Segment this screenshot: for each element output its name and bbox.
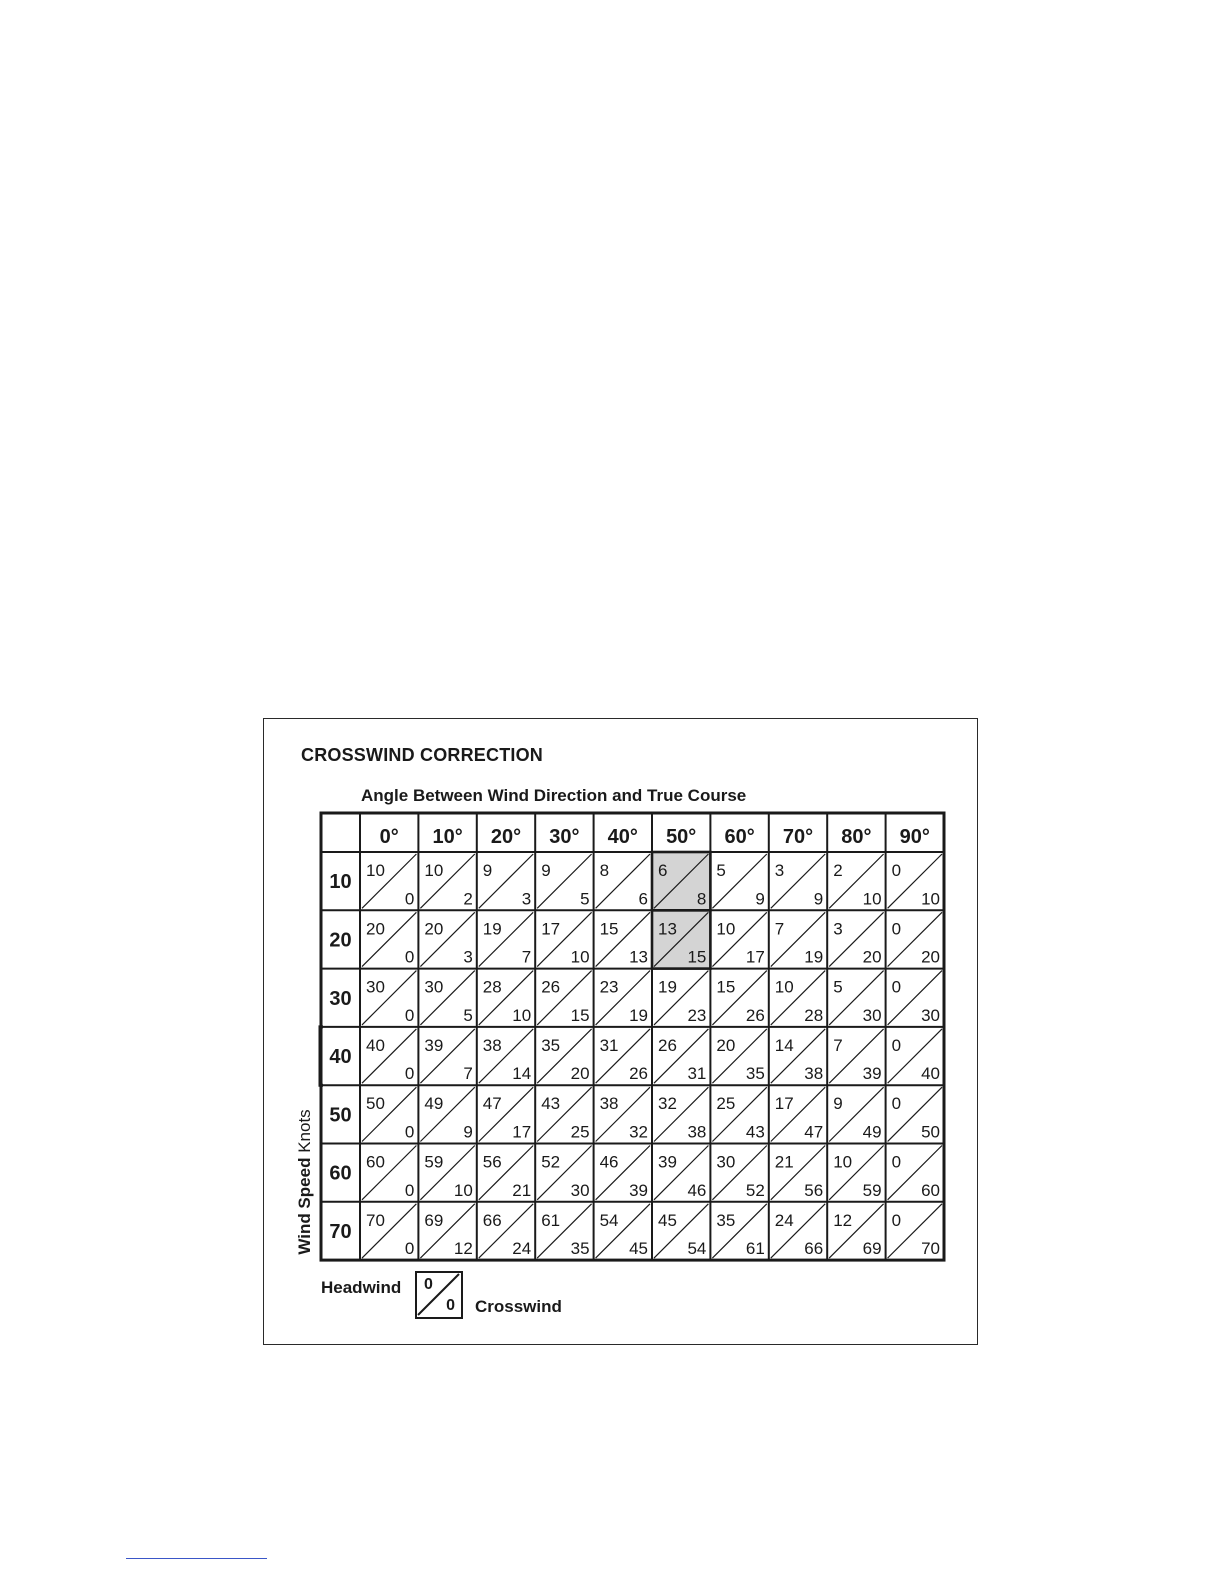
crosswind-value: 0 [404, 947, 415, 967]
crosswind-value: 20 [921, 947, 940, 967]
legend-headwind-value: 0 [424, 1276, 433, 1293]
crosswind-value: 61 [745, 1239, 765, 1259]
crosswind-value: 20 [862, 947, 882, 967]
headwind-value: 13 [658, 919, 677, 939]
column-header: 90° [899, 826, 930, 848]
crosswind-value: 30 [862, 1005, 882, 1025]
crosswind-value: 32 [629, 1122, 648, 1142]
crosswind-value: 30 [921, 1005, 940, 1025]
headwind-value: 54 [599, 1210, 619, 1230]
headwind-value: 0 [891, 1035, 902, 1055]
headwind-value: 52 [541, 1152, 561, 1172]
crosswind-value: 10 [862, 889, 882, 909]
crosswind-value: 17 [745, 947, 765, 967]
crosswind-value: 56 [804, 1180, 824, 1200]
headwind-value: 20 [716, 1035, 736, 1055]
crosswind-value: 30 [570, 1180, 590, 1200]
crosswind-value: 17 [512, 1122, 532, 1142]
crosswind-value: 46 [687, 1180, 707, 1200]
crosswind-value: 10 [921, 889, 940, 909]
headwind-value: 50 [366, 1094, 385, 1114]
headwind-value: 17 [541, 919, 561, 939]
legend-sample-cell [415, 1271, 463, 1319]
crosswind-value: 35 [745, 1064, 765, 1084]
crosswind-value: 0 [404, 1005, 415, 1025]
row-header: 30 [329, 987, 352, 1010]
headwind-value: 10 [833, 1152, 853, 1172]
crosswind-value: 7 [463, 1064, 473, 1084]
headwind-value: 0 [891, 1094, 902, 1114]
headwind-value: 39 [424, 1035, 444, 1055]
headwind-value: 38 [599, 1094, 619, 1114]
headwind-value: 46 [599, 1152, 619, 1172]
headwind-value: 9 [833, 1094, 843, 1114]
crosswind-value: 19 [629, 1005, 648, 1025]
headwind-value: 14 [774, 1035, 794, 1055]
column-header: 30° [549, 826, 580, 848]
crosswind-value: 3 [521, 889, 532, 909]
crosswind-value: 49 [862, 1122, 882, 1142]
legend-crosswind-value: 0 [446, 1297, 455, 1314]
column-header: 80° [841, 826, 872, 848]
legend-headwind-label: Headwind [321, 1278, 402, 1297]
headwind-value: 31 [599, 1035, 619, 1055]
crosswind-value: 15 [687, 947, 707, 967]
row-header: 20 [329, 929, 352, 952]
crosswind-value: 8 [696, 889, 707, 909]
headwind-value: 69 [424, 1210, 444, 1230]
column-header: 50° [666, 826, 697, 848]
crosswind-value: 70 [921, 1239, 940, 1259]
headwind-value: 23 [599, 977, 619, 997]
column-header: 40° [607, 826, 638, 848]
crosswind-value: 60 [921, 1180, 940, 1200]
headwind-value: 5 [716, 861, 726, 880]
headwind-value: 5 [833, 977, 843, 997]
row-header: 40 [329, 1046, 352, 1069]
headwind-value: 60 [366, 1152, 385, 1172]
headwind-value: 32 [658, 1094, 677, 1114]
crosswind-value: 0 [404, 889, 415, 909]
headwind-value: 39 [658, 1152, 677, 1172]
crosswind-value: 25 [570, 1122, 590, 1142]
headwind-value: 26 [541, 977, 561, 997]
headwind-value: 38 [482, 1035, 502, 1055]
headwind-value: 61 [541, 1210, 561, 1230]
headwind-value: 3 [833, 919, 843, 939]
crosswind-value: 9 [463, 1122, 473, 1142]
crosswind-value: 0 [404, 1122, 415, 1142]
headwind-value: 0 [891, 1152, 902, 1172]
crosswind-value: 5 [580, 889, 590, 909]
x-axis-label: Angle Between Wind Direction and True Course [361, 786, 747, 805]
headwind-value: 30 [716, 1152, 736, 1172]
crosswind-value: 40 [921, 1064, 940, 1084]
headwind-value: 6 [658, 861, 668, 880]
crosswind-value: 0 [404, 1064, 415, 1084]
crosswind-value: 50 [921, 1122, 940, 1142]
headwind-value: 0 [891, 919, 902, 939]
column-header: 10° [432, 826, 463, 848]
y-axis-label-unit: Knots [295, 1109, 314, 1153]
crosswind-value: 6 [638, 889, 648, 909]
crosswind-value: 35 [570, 1239, 590, 1259]
crosswind-value: 0 [404, 1180, 415, 1200]
crosswind-value: 38 [804, 1064, 824, 1084]
crosswind-value: 26 [745, 1005, 765, 1025]
crosswind-value: 0 [404, 1239, 415, 1259]
footer-link-underline[interactable] [126, 1558, 267, 1559]
crosswind-value: 66 [804, 1239, 824, 1259]
crosswind-value: 21 [512, 1180, 532, 1200]
headwind-value: 7 [833, 1035, 843, 1055]
crosswind-value: 13 [629, 947, 648, 967]
crosswind-value: 9 [813, 889, 824, 909]
crosswind-value: 12 [453, 1239, 473, 1259]
headwind-value: 21 [774, 1152, 794, 1172]
crosswind-value: 24 [512, 1239, 532, 1259]
headwind-value: 10 [716, 919, 736, 939]
crosswind-value: 10 [512, 1005, 532, 1025]
headwind-value: 0 [891, 977, 902, 997]
crosswind-value: 14 [512, 1064, 532, 1084]
crosswind-value: 39 [862, 1064, 882, 1084]
row-header: 10 [329, 871, 352, 894]
crosswind-value: 47 [804, 1122, 824, 1142]
headwind-value: 43 [541, 1094, 561, 1114]
headwind-value: 35 [716, 1210, 736, 1230]
headwind-value: 26 [658, 1035, 677, 1055]
headwind-value: 15 [599, 919, 619, 939]
crosswind-value: 52 [745, 1180, 765, 1200]
y-axis-label-main: Wind Speed [295, 1157, 314, 1255]
headwind-value: 8 [599, 861, 610, 880]
crosswind-value: 69 [862, 1239, 882, 1259]
crosswind-value: 38 [687, 1122, 707, 1142]
headwind-value: 15 [716, 977, 736, 997]
headwind-value: 17 [774, 1094, 794, 1114]
headwind-value: 19 [482, 919, 502, 939]
headwind-value: 24 [774, 1210, 794, 1230]
crosswind-value: 5 [463, 1005, 473, 1025]
row-header: 70 [329, 1220, 352, 1243]
column-header: 60° [724, 826, 755, 848]
legend-crosswind-label: Crosswind [475, 1297, 562, 1316]
crosswind-value: 43 [745, 1122, 765, 1142]
headwind-value: 70 [366, 1210, 385, 1230]
headwind-value: 12 [833, 1210, 853, 1230]
row-header: 50 [329, 1104, 352, 1127]
headwind-value: 56 [482, 1152, 502, 1172]
crosswind-value: 7 [521, 947, 532, 967]
chart-title: CROSSWIND CORRECTION [301, 745, 543, 765]
headwind-value: 2 [833, 861, 843, 880]
headwind-value: 25 [716, 1094, 736, 1114]
row-header: 60 [329, 1162, 352, 1185]
headwind-value: 30 [366, 977, 385, 997]
headwind-value: 59 [424, 1152, 444, 1172]
crosswind-value: 23 [687, 1005, 707, 1025]
headwind-value: 66 [482, 1210, 502, 1230]
headwind-value: 45 [658, 1210, 677, 1230]
column-header: 20° [490, 826, 522, 848]
headwind-value: 28 [482, 977, 502, 997]
headwind-value: 10 [774, 977, 794, 997]
headwind-value: 3 [774, 861, 785, 880]
crosswind-value: 45 [629, 1239, 648, 1259]
crosswind-value: 10 [453, 1180, 473, 1200]
crosswind-value: 10 [570, 947, 590, 967]
crosswind-value: 26 [629, 1064, 648, 1084]
crosswind-value: 31 [687, 1064, 707, 1084]
headwind-value: 0 [891, 1210, 902, 1230]
crosswind-value: 9 [755, 889, 765, 909]
crosswind-value: 59 [862, 1180, 882, 1200]
headwind-value: 40 [366, 1035, 385, 1055]
headwind-value: 35 [541, 1035, 561, 1055]
crosswind-value: 54 [687, 1239, 707, 1259]
column-header: 70° [782, 826, 814, 848]
crosswind-value: 39 [629, 1180, 648, 1200]
crosswind-value: 15 [570, 1005, 590, 1025]
headwind-value: 20 [424, 919, 444, 939]
headwind-value: 19 [658, 977, 677, 997]
headwind-value: 10 [424, 861, 444, 880]
headwind-value: 49 [424, 1094, 444, 1114]
headwind-value: 30 [424, 977, 444, 997]
column-header: 0° [379, 826, 399, 848]
headwind-value: 20 [366, 919, 385, 939]
headwind-value: 47 [482, 1094, 502, 1114]
crosswind-value: 19 [804, 947, 824, 967]
crosswind-value: 20 [570, 1064, 590, 1084]
crosswind-value: 2 [463, 889, 473, 909]
crosswind-value: 3 [463, 947, 473, 967]
headwind-value: 0 [891, 861, 902, 880]
headwind-value: 9 [541, 861, 551, 880]
headwind-value: 9 [482, 861, 493, 880]
headwind-value: 7 [774, 919, 785, 939]
headwind-value: 10 [366, 861, 385, 880]
crosswind-value: 28 [804, 1005, 824, 1025]
